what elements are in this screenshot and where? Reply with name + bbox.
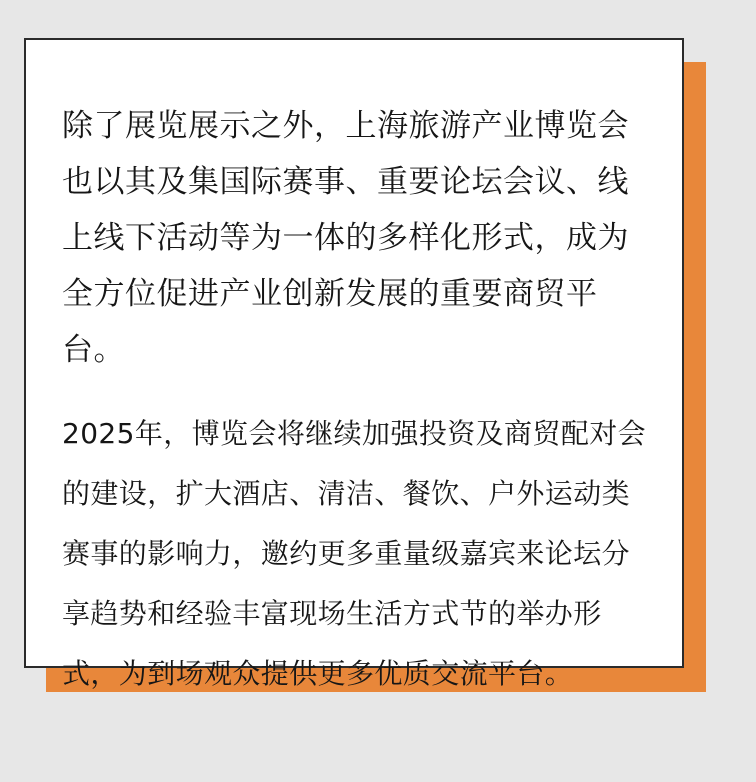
card-text-block	[62, 98, 648, 704]
paragraph-one: 除了展览展示之外，上海旅游产业博览会也以其及集国际赛事、重要论坛会议、线上线下活动等为一体的多样化形式，成为全方位促进产业创新发展的重要商贸平台。	[62, 108, 629, 368]
paragraph-two: 2025年，博览会将继续加强投资及商贸配对会的建设，扩大酒店、清洁、餐饮、户外运动类赛事的影响力，邀约更多重量级嘉宾来论坛分享趋势和经验丰富现场生活方式节的举办形式，为到场观众提供更多优质交流平台。	[62, 417, 647, 690]
content-card	[24, 38, 684, 690]
